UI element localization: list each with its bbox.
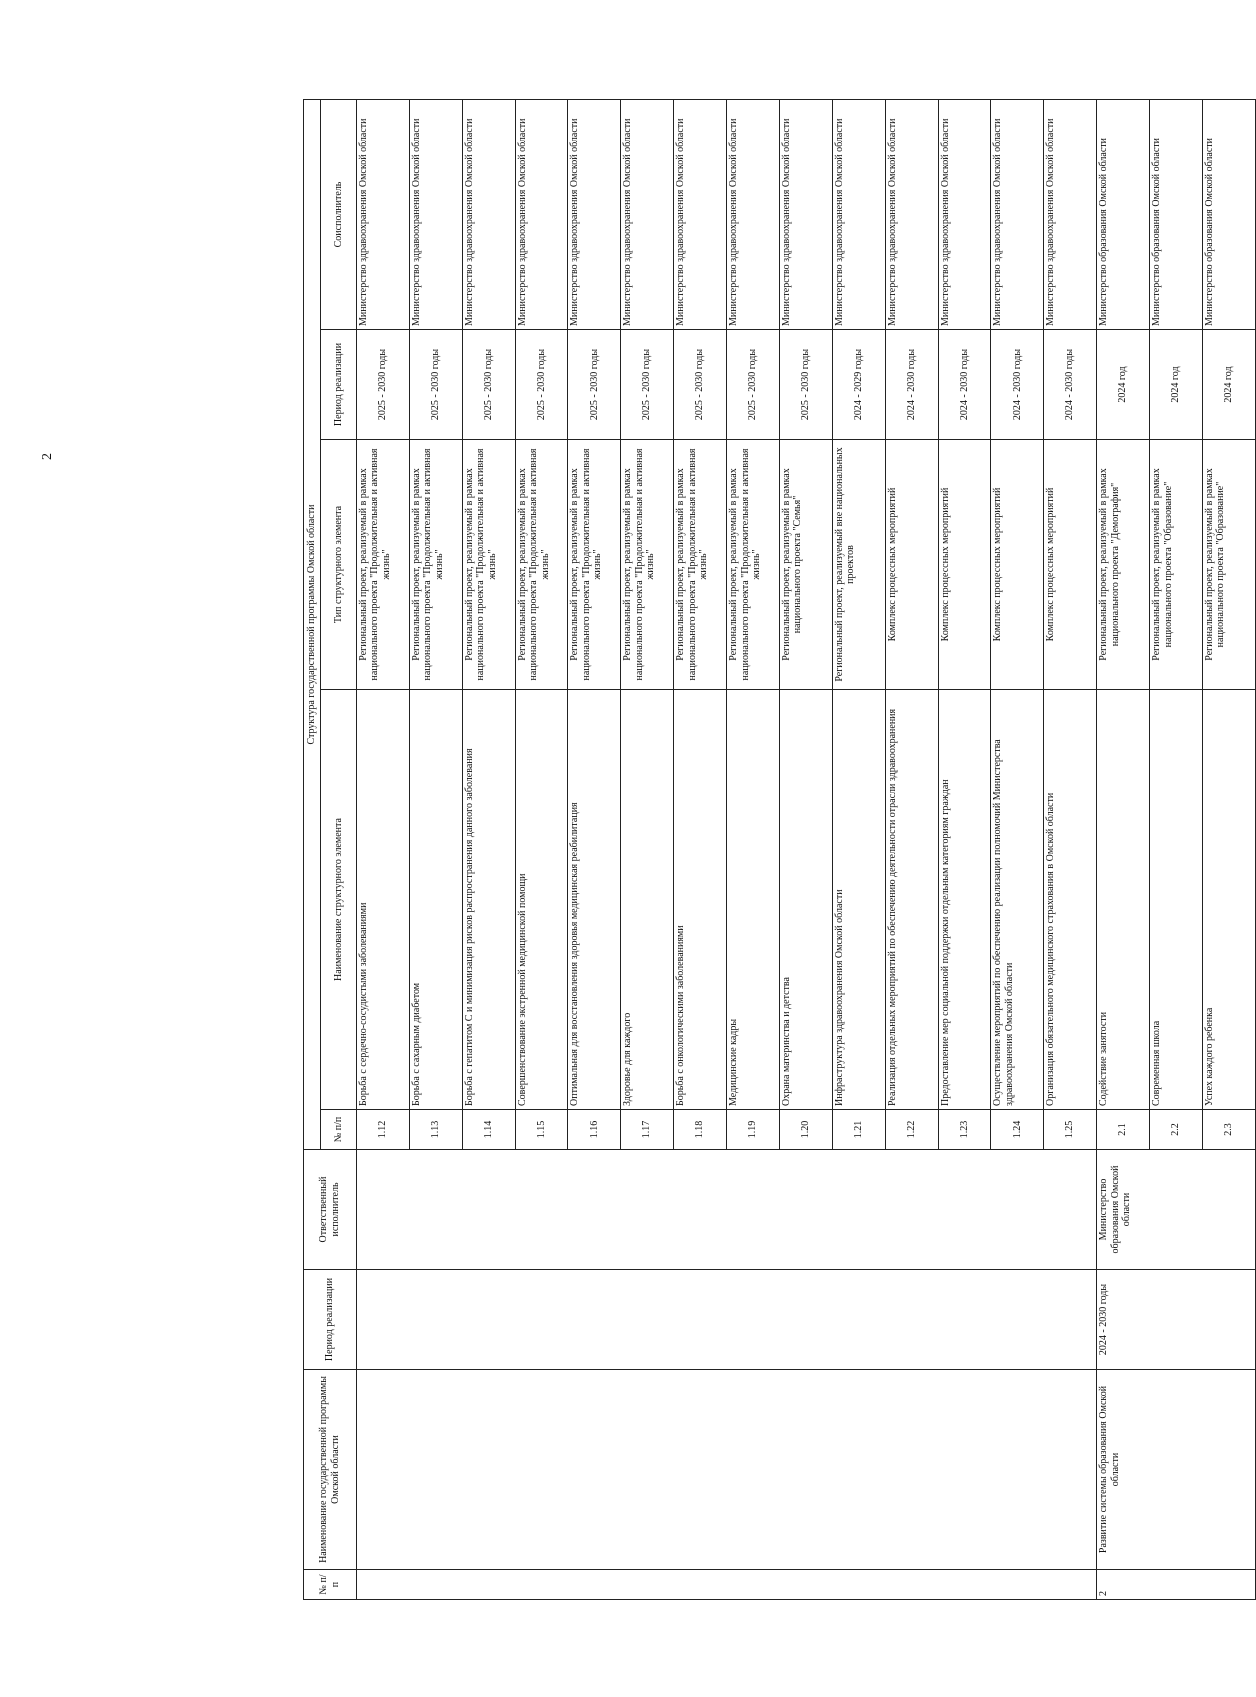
element-type-cell: Региональный проект, реализуемый в рамках национального проекта "Семья" <box>779 440 832 690</box>
element-type-cell: Региональный проект, реализуемый в рамках национального проекта "Продолжительная и активная жизнь" <box>727 440 780 690</box>
element-name-cell: Борьба с сердечно-сосудистыми заболеваниями <box>356 690 409 1110</box>
program-period-cell: 2024 - 2030 годы <box>1097 1270 1256 1370</box>
element-num-cell: 1.18 <box>674 1110 727 1150</box>
element-coexecutor-cell: Министерство здравоохранения Омской области <box>621 99 674 329</box>
element-num-cell: 1.22 <box>885 1110 938 1150</box>
subheader-name: Наименование структурного элемента <box>320 690 356 1110</box>
element-name-cell: Здоровье для каждого <box>621 690 674 1110</box>
element-num-cell: 1.15 <box>515 1110 568 1150</box>
element-coexecutor-cell: Министерство здравоохранения Омской области <box>991 99 1044 329</box>
element-num-cell: 1.19 <box>727 1110 780 1150</box>
element-coexecutor-cell: Министерство образования Омской области <box>1202 99 1255 329</box>
element-num-cell: 1.21 <box>832 1110 885 1150</box>
element-num-cell: 1.13 <box>409 1110 462 1150</box>
subheader-type: Тип структурного элемента <box>320 440 356 690</box>
element-coexecutor-cell: Министерство здравоохранения Омской области <box>1044 99 1097 329</box>
header-num: № п/п <box>304 1570 357 1600</box>
element-name-cell: Предоставление мер социальной поддержки отдельным категориям граждан <box>938 690 991 1110</box>
element-period-cell: 2024 год <box>1150 330 1203 440</box>
element-num-cell: 2.1 <box>1097 1110 1150 1150</box>
program-executor-cell: Министерство образования Омской области <box>1097 1150 1256 1270</box>
element-period-cell: 2025 - 2030 годы <box>568 330 621 440</box>
header-period: Период реализации <box>304 1270 357 1370</box>
element-period-cell: 2024 - 2030 годы <box>1044 330 1097 440</box>
element-period-cell: 2024 - 2030 годы <box>991 330 1044 440</box>
program-executor-cell <box>356 1150 1096 1270</box>
element-type-cell: Региональный проект, реализуемый в рамках национального проекта "Продолжительная и активная жизнь" <box>674 440 727 690</box>
element-period-cell: 2024 - 2030 годы <box>938 330 991 440</box>
element-num-cell: 1.17 <box>621 1110 674 1150</box>
rotated-page <box>303 100 1256 1600</box>
element-coexecutor-cell: Министерство здравоохранения Омской области <box>515 99 568 329</box>
header-program-name: Наименование государственной программы Омской области <box>304 1370 357 1570</box>
element-coexecutor-cell: Министерство здравоохранения Омской области <box>568 99 621 329</box>
element-type-cell: Региональный проект, реализуемый вне национальных проектов <box>832 440 885 690</box>
subheader-num: № п/п <box>320 1110 356 1150</box>
program-name-cell <box>356 1370 1096 1570</box>
element-type-cell: Региональный проект, реализуемый в рамках национального проекта "Продолжительная и активная жизнь" <box>515 440 568 690</box>
element-name-cell: Осуществление мероприятий по обеспечению реализации полномочий Министерства здравоохранения Омской области <box>991 690 1044 1110</box>
subheader-period: Период реализации <box>320 330 356 440</box>
element-type-cell: Комплекс процессных мероприятий <box>991 440 1044 690</box>
table-row <box>356 99 409 1599</box>
element-period-cell: 2025 - 2030 годы <box>515 330 568 440</box>
element-name-cell: Медицинские кадры <box>727 690 780 1110</box>
element-type-cell: Региональный проект, реализуемый в рамках национального проекта "Продолжительная и активная жизнь" <box>409 440 462 690</box>
element-name-cell: Современная школа <box>1150 690 1203 1110</box>
element-num-cell: 2.2 <box>1150 1110 1203 1150</box>
element-coexecutor-cell: Министерство здравоохранения Омской области <box>674 99 727 329</box>
element-num-cell: 1.12 <box>356 1110 409 1150</box>
element-period-cell: 2025 - 2030 годы <box>356 330 409 440</box>
element-type-cell: Комплекс процессных мероприятий <box>938 440 991 690</box>
element-num-cell: 1.14 <box>462 1110 515 1150</box>
element-coexecutor-cell: Министерство здравоохранения Омской области <box>727 99 780 329</box>
element-name-cell: Инфраструктура здравоохранения Омской области <box>832 690 885 1110</box>
element-name-cell: Совершенствование экстренной медицинской помощи <box>515 690 568 1110</box>
element-num-cell: 1.23 <box>938 1110 991 1150</box>
element-name-cell: Борьба с гепатитом С и минимизация рисков распространения данного заболевания <box>462 690 515 1110</box>
element-name-cell: Оптимальная для восстановления здоровья медицинская реабилитация <box>568 690 621 1110</box>
program-num-cell <box>356 1570 1096 1600</box>
element-num-cell: 2.3 <box>1202 1110 1255 1150</box>
program-period-cell <box>356 1270 1096 1370</box>
element-type-cell: Комплекс процессных мероприятий <box>1044 440 1097 690</box>
element-period-cell: 2025 - 2030 годы <box>779 330 832 440</box>
element-period-cell: 2025 - 2030 годы <box>462 330 515 440</box>
element-coexecutor-cell: Министерство образования Омской области <box>1097 99 1150 329</box>
element-coexecutor-cell: Министерство здравоохранения Омской области <box>779 99 832 329</box>
element-coexecutor-cell: Министерство здравоохранения Омской области <box>356 99 409 329</box>
element-name-cell: Борьба с онкологическими заболеваниями <box>674 690 727 1110</box>
element-type-cell: Региональный проект, реализуемый в рамках национального проекта "Продолжительная и активная жизнь" <box>462 440 515 690</box>
element-coexecutor-cell: Министерство здравоохранения Омской области <box>938 99 991 329</box>
element-num-cell: 1.25 <box>1044 1110 1097 1150</box>
element-coexecutor-cell: Министерство здравоохранения Омской области <box>409 99 462 329</box>
element-num-cell: 1.20 <box>779 1110 832 1150</box>
element-period-cell: 2025 - 2030 годы <box>409 330 462 440</box>
header-structure: Структура государственной программы Омской области <box>304 99 321 1149</box>
element-name-cell: Организация обязательного медицинского страхования в Омской области <box>1044 690 1097 1110</box>
element-num-cell: 1.24 <box>991 1110 1044 1150</box>
element-coexecutor-cell: Министерство здравоохранения Омской области <box>885 99 938 329</box>
element-type-cell: Региональный проект, реализуемый в рамках национального проекта "Демография" <box>1097 440 1150 690</box>
element-type-cell: Региональный проект, реализуемый в рамках национального проекта "Продолжительная и активная жизнь" <box>621 440 674 690</box>
element-coexecutor-cell: Министерство здравоохранения Омской области <box>832 99 885 329</box>
element-name-cell: Борьба с сахарным диабетом <box>409 690 462 1110</box>
element-period-cell: 2025 - 2030 годы <box>621 330 674 440</box>
element-num-cell: 1.16 <box>568 1110 621 1150</box>
element-period-cell: 2024 год <box>1097 330 1150 440</box>
element-type-cell: Региональный проект, реализуемый в рамках национального проекта "Продолжительная и активная жизнь" <box>356 440 409 690</box>
element-period-cell: 2025 - 2030 годы <box>727 330 780 440</box>
program-num-cell: 2 <box>1097 1570 1256 1600</box>
element-name-cell: Успех каждого ребенка <box>1202 690 1255 1110</box>
element-name-cell: Охрана материнства и детства <box>779 690 832 1110</box>
element-period-cell: 2025 - 2030 годы <box>674 330 727 440</box>
element-type-cell: Региональный проект, реализуемый в рамках национального проекта "Образование" <box>1150 440 1203 690</box>
page-number: 2 <box>40 453 55 460</box>
element-type-cell: Региональный проект, реализуемый в рамках национального проекта "Образование" <box>1202 440 1255 690</box>
structure-table <box>303 99 1256 1600</box>
element-type-cell: Региональный проект, реализуемый в рамках национального проекта "Продолжительная и активная жизнь" <box>568 440 621 690</box>
element-coexecutor-cell: Министерство здравоохранения Омской области <box>462 99 515 329</box>
element-period-cell: 2024 - 2030 годы <box>885 330 938 440</box>
table-row <box>1097 99 1150 1599</box>
element-period-cell: 2024 - 2029 годы <box>832 330 885 440</box>
subheader-coexecutor: Соисполнитель <box>320 99 356 329</box>
element-period-cell: 2024 год <box>1202 330 1255 440</box>
element-coexecutor-cell: Министерство образования Омской области <box>1150 99 1203 329</box>
element-name-cell: Содействие занятости <box>1097 690 1150 1110</box>
element-type-cell: Комплекс процессных мероприятий <box>885 440 938 690</box>
header-executor: Ответственный исполнитель <box>304 1150 357 1270</box>
element-name-cell: Реализация отдельных мероприятий по обеспечению деятельности отрасли здравоохранения <box>885 690 938 1110</box>
program-name-cell: Развитие системы образования Омской области <box>1097 1370 1256 1570</box>
